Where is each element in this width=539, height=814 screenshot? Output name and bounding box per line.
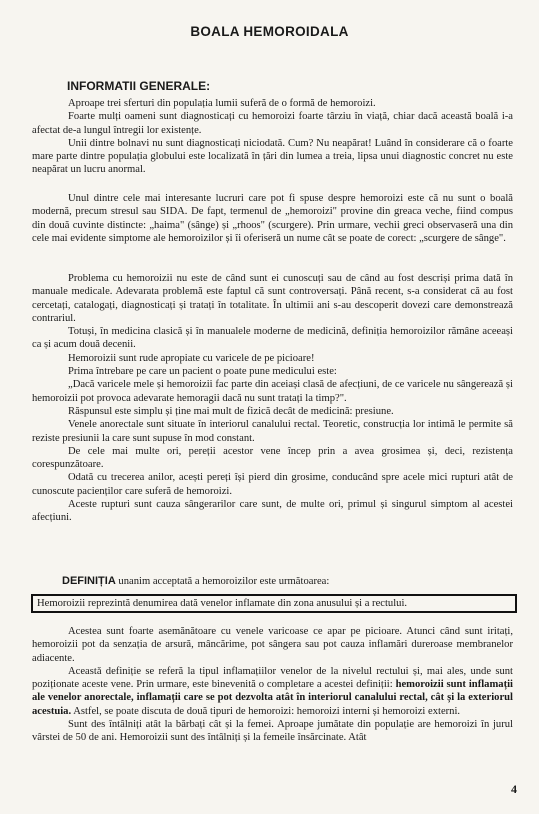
definition-block	[32, 625, 513, 745]
paragraph: De cele mai multe ori, pereții acestor vene încep prin a avea grosimea și, deci, rezistența corespunzătoare.	[32, 445, 513, 471]
definition-label: DEFINIȚIA	[62, 575, 116, 587]
paragraph-bold-text: hemoroizii sunt inflamații ale venelor anorectale, inflamații care se pot dezvolta atât în interiorul canalului rectal, cât și la exteriorul acestuia.	[32, 679, 513, 717]
paragraph: Foarte mulți oameni sunt diagnosticați cu hemoroizi foarte târziu în viață, chiar dacă această boală i-a afectat de-a lungul întregii lor existențe.	[32, 111, 513, 136]
paragraph: Unul dintre cele mai interesante lucruri care pot fi spuse despre hemoroizi este că nu sunt o boală modernă, precum stresul sau SIDA. De fapt, termenul de „hemoroizi" provine din greaca veche, fiind compus din două cuvinte distincte: „haima" (sânge) și „rhoos" (scurgere). Prin urmare, vechii greci observaseră una din cele mai evidente simptome ale hemoroizilor și îi oferiseră un nume cât se poate de corect: „scurgere de sânge".	[32, 193, 513, 244]
paragraph: Totuși, în medicina clasică și în manualele moderne de medicină, definiția hemoroizilor rămâne aceeași ca și acum două decenii.	[32, 326, 513, 351]
paragraph: Răspunsul este simplu și ține mai mult de fizică decât de medicină: presiune.	[68, 405, 394, 417]
history-block	[32, 192, 513, 245]
paragraph: Venele anorectale sunt situate în interiorul canalului rectal. Teoretic, construcția lor intimă le permite să reziste presiunii la care sunt supuse în mod constant.	[32, 419, 513, 444]
paragraph: Acestea sunt foarte asemănătoare cu venele varicoase ce apar pe picioare. Atunci când sunt iritați, hemoroizii pot da senzația de arsură, mâncărime, pot sângera sau pot cauza inflamări dureroase membranelor adiacente.	[32, 626, 513, 664]
definition-box: Hemoroizii reprezintă denumirea dată venelor inflamate din zona anusului și a rectului.	[31, 594, 517, 613]
paragraph: Prima întrebare pe care un pacient o poate pune medicului este:	[68, 366, 337, 378]
paragraph: „Dacă varicele mele și hemoroizii fac parte din aceiași clasă de afecțiuni, de ce varicele nu sângerează și hemoroizii pot provoca adevarate hemoragii dacă nu sunt tratați la timp?".	[32, 379, 513, 404]
intro-block	[32, 97, 513, 177]
paragraph: Hemoroizii sunt rude apropiate cu varicele de pe picioare!	[68, 352, 315, 364]
document-title: BOALA HEMOROIDALA	[190, 24, 349, 39]
paragraph: Odată cu trecerea anilor, acești pereți își pierd din grosime, conducând spre acele mici rupturi atât de cunoscute pacienților care suferă de hemoroizi.	[32, 472, 513, 497]
definition-intro-text: unanim acceptată a hemoroizilor este următoarea:	[115, 576, 330, 587]
paragraph-text: Aceastǎ definiție se referă la tipul inflamațiilor venelor de la nivelul rectului și, mai ales, unde sunt poziționate aceste vene. Prin urmare, este binevenită o completare a acestei definiții:	[32, 665, 513, 691]
paragraph: Unii dintre bolnavi nu sunt diagnosticați niciodată. Cum? Nu neapărat! Luând în considerare că o foarte mare parte dintre populația globului este localizată în țări din lumea a treia, lipsa unui diagnostic concret nu este neapărat un lucru anormal.	[32, 137, 513, 176]
paragraph: Sunt des întâlniți atât la bărbați cât și la femei. Aproape jumătate din populație are hemoroizi în jurul vârstei de 50 de ani. Hemoroizii sunt des întâlniți și la femeile însărcinate. Atât	[32, 719, 513, 744]
paragraph: Aproape trei sferturi din populația lumii suferă de o formă de hemoroizi.	[68, 98, 376, 109]
section-heading: INFORMATII GENERALE:	[67, 79, 211, 93]
paragraph: Problema cu hemoroizii nu este de când sunt ei cunoscuți sau de când au fost descriși prima dată în manuale medicale. Adevarata problemă este faptul că sunt controversați. Până recent, s-a considerat că au fost cercetați, catalogați, diagnosticați și tratați în totalitate. În ultimii ani s-au descoperit dovezi care demonstrează contrariul.	[32, 273, 513, 324]
controversy-block	[32, 272, 513, 525]
paragraph: Aceste rupturi sunt cauza sângerarilor care sunt, de multe ori, primul și singurul simptom al acestei afecțiuni.	[32, 499, 513, 524]
definition-intro	[62, 575, 522, 587]
page-number: 4	[511, 782, 517, 796]
paragraph-text: Astfel, se poate discuta de două tipuri de hemoroizi: hemoroizi interni și hemoroizi externi.	[71, 705, 461, 717]
paragraph	[32, 665, 513, 718]
